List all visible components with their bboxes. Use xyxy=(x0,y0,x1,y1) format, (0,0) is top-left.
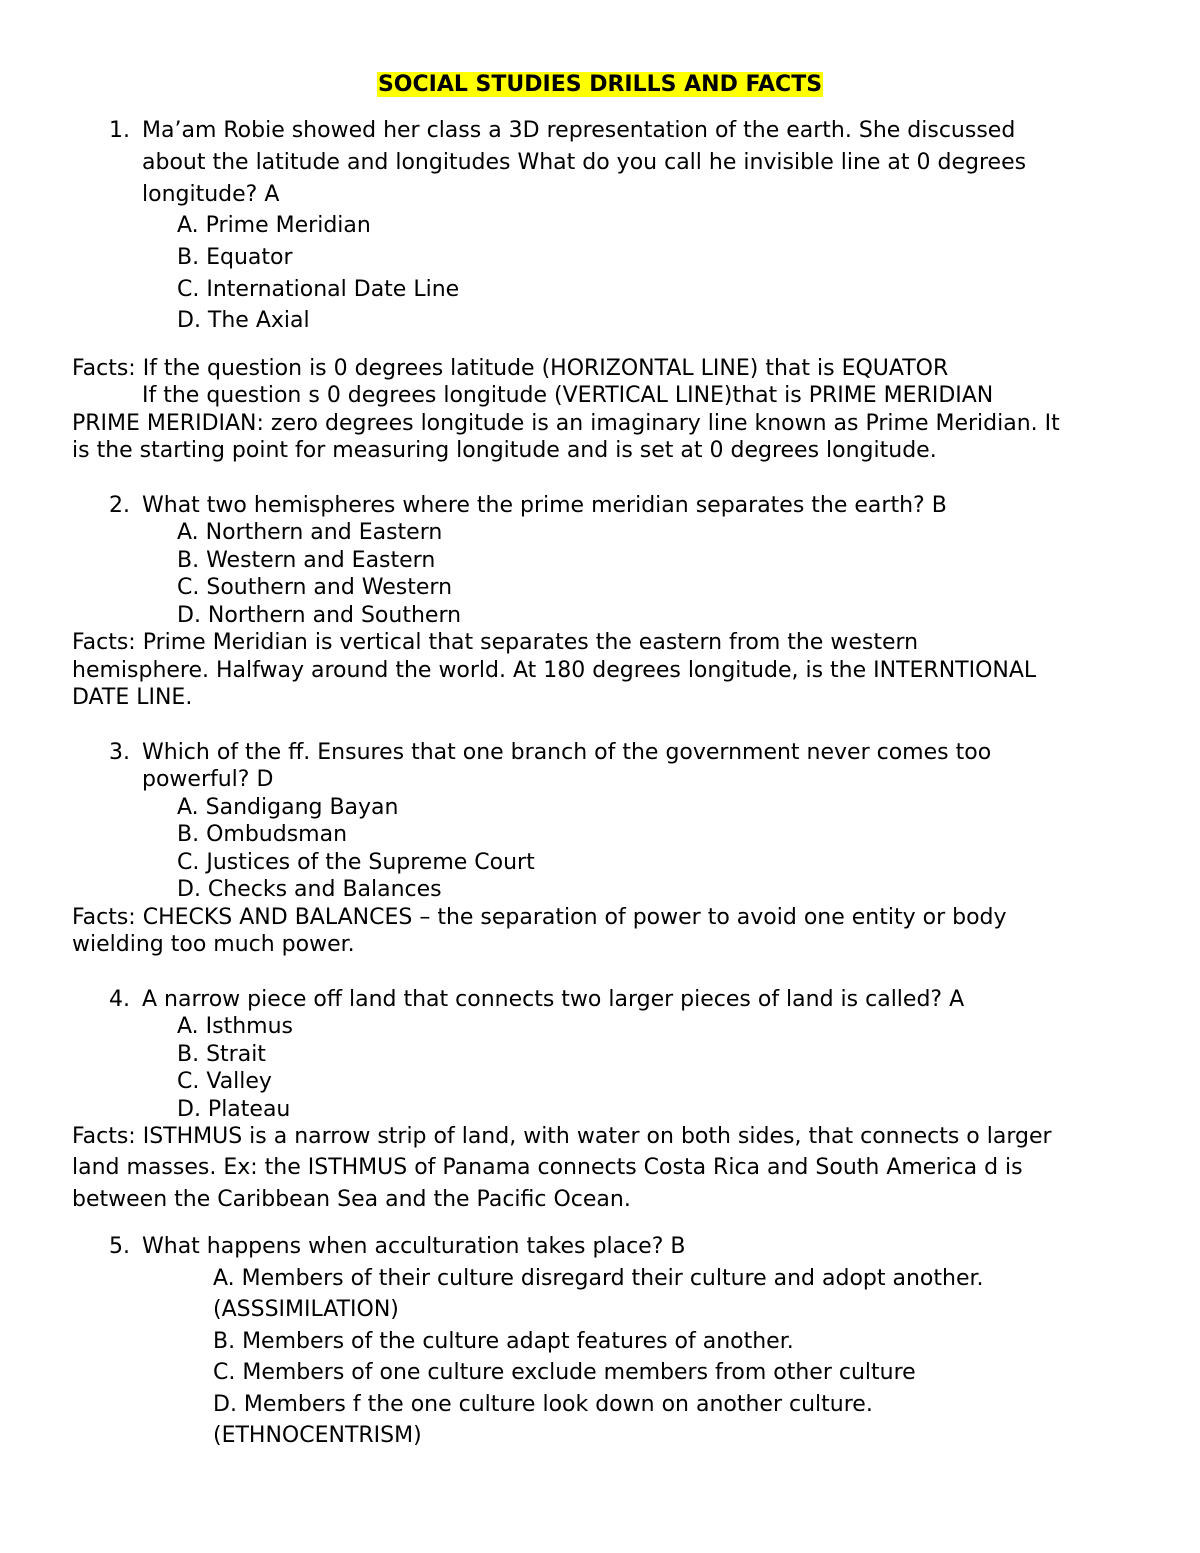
q3-number: 3. xyxy=(109,740,130,765)
q4-facts-line: between the Caribbean Sea and the Pacific Ocean. xyxy=(72,1187,631,1212)
q2-choice-b: B. Western and Eastern xyxy=(177,548,436,573)
q3-choice-a: A. Sandigang Bayan xyxy=(177,795,399,820)
q5-choice-b: B. Members of the culture adapt features of another. xyxy=(213,1329,794,1354)
q4-choice-c: C. Valley xyxy=(177,1069,272,1094)
q2-facts-line: DATE LINE. xyxy=(72,685,193,710)
q2-facts-line: Facts: Prime Meridian is vertical that separates the eastern from the western xyxy=(72,630,919,655)
q3-choice-c: C. Justices of the Supreme Court xyxy=(177,850,535,875)
q3-facts-line: wielding too much power. xyxy=(72,932,355,957)
q5-number: 5. xyxy=(109,1234,130,1259)
q3-text-line: Which of the ff. Ensures that one branch of the government never comes too xyxy=(142,740,992,765)
q4-choice-d: D. Plateau xyxy=(177,1097,291,1122)
title-row xyxy=(0,72,1200,98)
q5-choice-a: A. Members of their culture disregard their culture and adopt another. xyxy=(213,1266,984,1291)
q5-choice-c: C. Members of one culture exclude members from other culture xyxy=(213,1360,916,1385)
q4-choice-b: B. Strait xyxy=(177,1042,266,1067)
page-title: SOCIAL STUDIES DRILLS AND FACTS xyxy=(377,72,823,97)
q1-facts-line: If the question s 0 degrees longitude (VERTICAL LINE)that is PRIME MERIDIAN xyxy=(142,383,994,408)
q5-choice-d-note: (ETHNOCENTRISM) xyxy=(213,1423,422,1448)
q4-facts-line: land masses. Ex: the ISTHMUS of Panama connects Costa Rica and South America d is xyxy=(72,1155,1023,1180)
q2-number: 2. xyxy=(109,493,130,518)
q1-text-line: about the latitude and longitudes What do you call he invisible line at 0 degrees xyxy=(142,150,1027,175)
q5-choice-d: D. Members f the one culture look down on another culture. xyxy=(213,1392,873,1417)
q1-choice-d: D. The Axial xyxy=(177,308,310,333)
q4-choice-a: A. Isthmus xyxy=(177,1014,294,1039)
q1-choice-b: B. Equator xyxy=(177,245,293,270)
q1-facts-line: Facts: If the question is 0 degrees latitude (HORIZONTAL LINE) that is EQUATOR xyxy=(72,356,949,381)
q2-choice-c: C. Southern and Western xyxy=(177,575,453,600)
q3-text-line: powerful? D xyxy=(142,767,274,792)
q5-choice-a-note: (ASSSIMILATION) xyxy=(213,1297,399,1322)
q1-facts-line: is the starting point for measuring longitude and is set at 0 degrees longitude. xyxy=(72,438,937,463)
q3-choice-d: D. Checks and Balances xyxy=(177,877,442,902)
q1-facts-line: PRIME MERIDIAN: zero degrees longitude is an imaginary line known as Prime Meridian. It xyxy=(72,411,1060,436)
q3-facts-line: Facts: CHECKS AND BALANCES – the separation of power to avoid one entity or body xyxy=(72,905,1007,930)
q2-choice-a: A. Northern and Eastern xyxy=(177,520,443,545)
q4-text-line: A narrow piece off land that connects two larger pieces of land is called? A xyxy=(142,987,965,1012)
q2-facts-line: hemisphere. Halfway around the world. At 180 degrees longitude, is the INTERNTIONAL xyxy=(72,658,1037,683)
q5-text-line: What happens when acculturation takes place? B xyxy=(142,1234,686,1259)
q4-facts-line: Facts: ISTHMUS is a narrow strip of land, with water on both sides, that connects o larger xyxy=(72,1124,1052,1149)
q2-text-line: What two hemispheres where the prime meridian separates the earth? B xyxy=(142,493,947,518)
q1-number: 1. xyxy=(109,118,130,143)
q4-number: 4. xyxy=(109,987,130,1012)
q1-text-line: Ma’am Robie showed her class a 3D representation of the earth. She discussed xyxy=(142,118,1016,143)
q3-choice-b: B. Ombudsman xyxy=(177,822,348,847)
q1-text-line: longitude? A xyxy=(142,182,280,207)
q1-choice-c: C. International Date Line xyxy=(177,277,460,302)
q2-choice-d: D. Northern and Southern xyxy=(177,603,462,628)
q1-choice-a: A. Prime Meridian xyxy=(177,213,371,238)
